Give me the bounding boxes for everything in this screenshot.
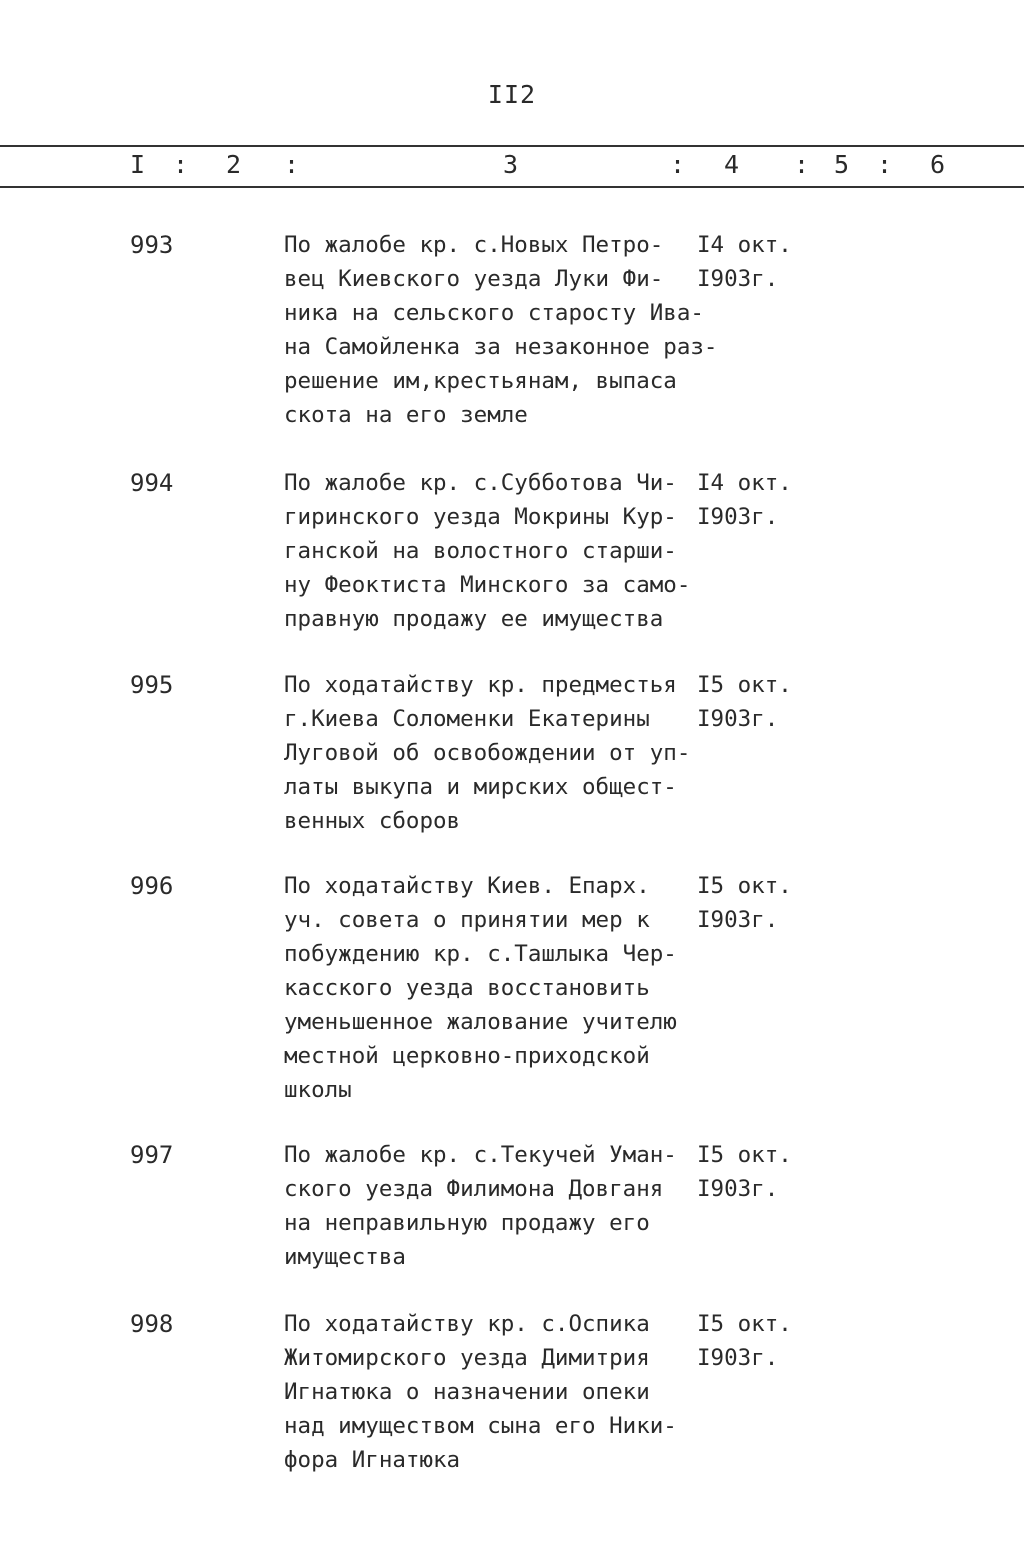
entry-description-line: По жалобе кр. с.Текучей Уман-	[284, 1142, 677, 1168]
entry-description-line: ника на сельского старосту Ива-	[284, 300, 704, 326]
entry-description-line: касского уезда восстановить	[284, 975, 650, 1001]
entry-description-line: Игнатюка о назначении опеки	[284, 1379, 650, 1405]
entry-date-day: I4 окт.	[697, 470, 792, 496]
entry-date-day: I4 окт.	[697, 232, 792, 258]
entry-date-day: I5 окт.	[697, 1311, 792, 1337]
entry-number: 996	[130, 872, 174, 900]
entry-description-line: вец Киевского уезда Луки Фи-	[284, 266, 664, 292]
entry-description-line: на неправильную продажу его	[284, 1210, 650, 1236]
entry-description	[284, 668, 704, 838]
column-header-5: 5	[834, 150, 850, 179]
entry-description-line: ского уезда Филимона Довганя	[284, 1176, 664, 1202]
entry-date-day: I5 окт.	[697, 672, 792, 698]
entry-description-line: уч. совета о принятии мер к	[284, 907, 650, 933]
entry-date-year: I903г.	[697, 907, 779, 933]
entry-description-line: скота на его земле	[284, 402, 528, 428]
entry-description	[284, 228, 718, 432]
entry-date-year: I903г.	[697, 266, 779, 292]
entry-description-line: побуждению кр. с.Ташлыка Чер-	[284, 941, 677, 967]
column-header-1: I	[130, 150, 146, 179]
entry-description-line: Житомирского уезда Димитрия	[284, 1345, 650, 1371]
entry-description	[284, 1138, 704, 1274]
entry-date-day: I5 окт.	[697, 1142, 792, 1168]
entry-description-line: гиринского уезда Мокрины Кур-	[284, 504, 677, 530]
entry-description-line: венных сборов	[284, 808, 461, 834]
entry-description	[284, 466, 704, 636]
table-header-top-rule	[0, 145, 1024, 147]
entry-date-year: I903г.	[697, 504, 779, 530]
entry-number: 994	[130, 469, 174, 497]
column-separator: :	[284, 150, 300, 179]
entry-number: 997	[130, 1141, 174, 1169]
entry-date	[697, 1138, 817, 1206]
entry-date	[697, 1307, 817, 1375]
entry-description-line: латы выкупа и мирских общест-	[284, 774, 677, 800]
entry-description-line: ну Феоктиста Минского за само-	[284, 572, 691, 598]
entry-date	[697, 668, 817, 736]
column-separator: :	[877, 150, 893, 179]
entry-date-day: I5 окт.	[697, 873, 792, 899]
entry-description-line: Луговой об освобождении от уп-	[284, 740, 691, 766]
entry-date	[697, 228, 817, 296]
entry-description	[284, 1307, 704, 1477]
entry-number: 993	[130, 231, 174, 259]
entry-number: 995	[130, 671, 174, 699]
entry-description-line: местной церковно-приходской	[284, 1043, 650, 1069]
entry-number: 998	[130, 1310, 174, 1338]
entry-description-line: над имуществом сына его Ники-	[284, 1413, 677, 1439]
entry-description-line: на Самойленка за незаконное раз-	[284, 334, 718, 360]
entry-description-line: ганской на волостного старши-	[284, 538, 677, 564]
entry-date-year: I903г.	[697, 706, 779, 732]
page-number: II2	[487, 80, 537, 109]
entry-description	[284, 869, 704, 1107]
entry-description-line: По жалобе кр. с.Субботова Чи-	[284, 470, 677, 496]
entry-description-line: По жалобе кр. с.Новых Петро-	[284, 232, 664, 258]
entry-description-line: решение им,крестьянам, выпаса	[284, 368, 677, 394]
entry-description-line: По ходатайству Киев. Епарх.	[284, 873, 650, 899]
column-separator: :	[173, 150, 189, 179]
entry-date	[697, 466, 817, 534]
entry-description-line: правную продажу ее имущества	[284, 606, 664, 632]
table-header-bottom-rule	[0, 186, 1024, 188]
entry-description-line: фора Игнатюка	[284, 1447, 461, 1473]
entry-date-year: I903г.	[697, 1345, 779, 1371]
column-separator: :	[670, 150, 686, 179]
entry-description-line: уменьшенное жалование учителю	[284, 1009, 677, 1035]
column-header-2: 2	[226, 150, 242, 179]
entry-description-line: По ходатайству кр. предместья	[284, 672, 677, 698]
column-header-3: 3	[503, 150, 519, 179]
column-header-4: 4	[724, 150, 740, 179]
entry-description-line: По ходатайству кр. с.Оспика	[284, 1311, 650, 1337]
entry-date	[697, 869, 817, 937]
column-header-6: 6	[930, 150, 946, 179]
entry-description-line: школы	[284, 1077, 352, 1103]
entry-description-line: имущества	[284, 1244, 406, 1270]
column-separator: :	[794, 150, 810, 179]
entry-date-year: I903г.	[697, 1176, 779, 1202]
entry-description-line: г.Киева Соломенки Екатерины	[284, 706, 650, 732]
